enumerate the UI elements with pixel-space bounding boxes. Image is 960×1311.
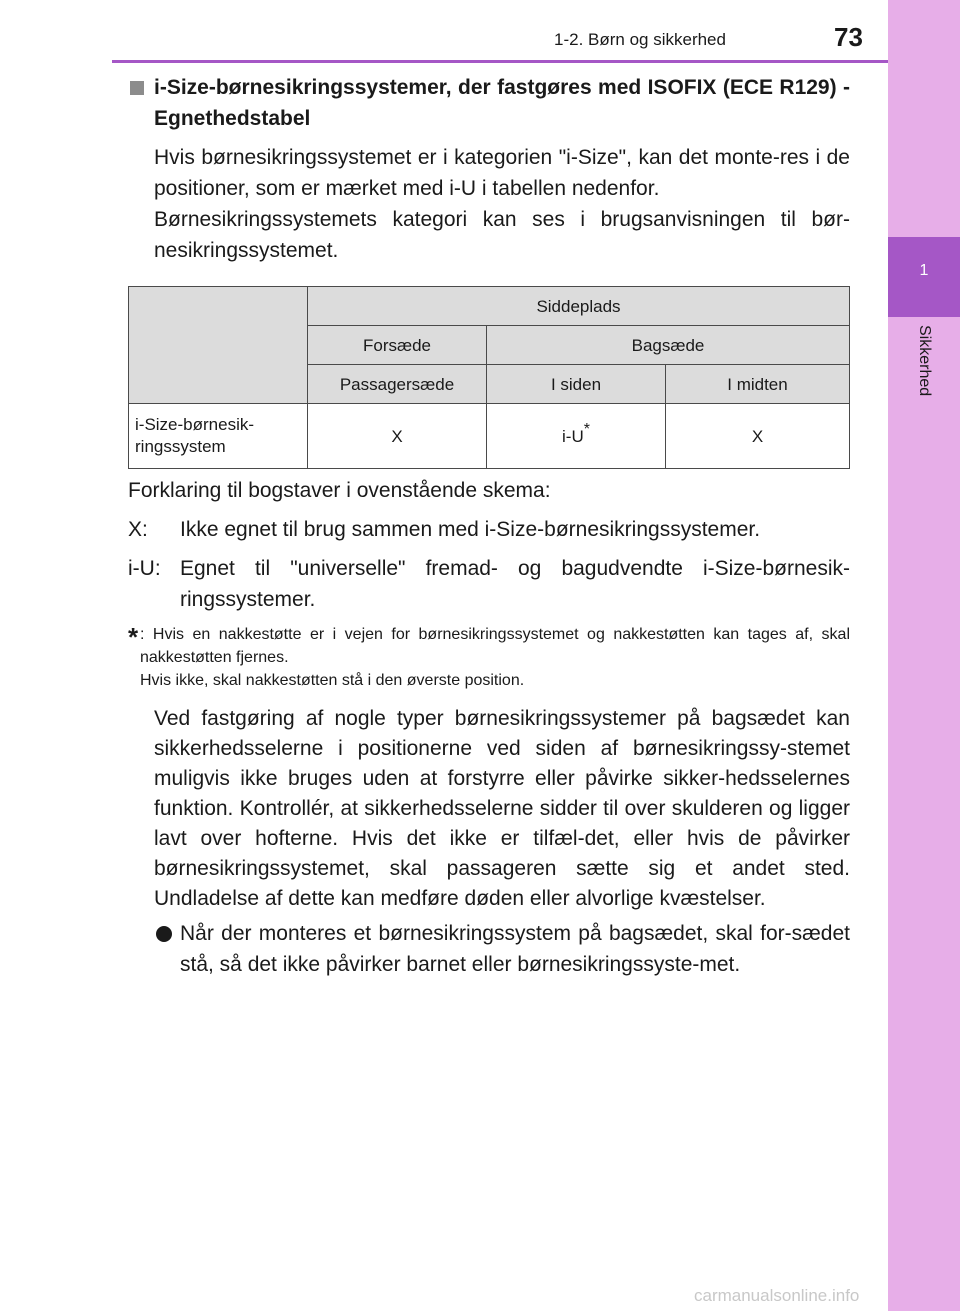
legend-item <box>128 514 850 545</box>
intro-paragraph: Børnesikringssystemets kategori kan ses i brugsanvisningen til bør-nesikringssystemet. <box>154 208 850 262</box>
legend-key: i-U: <box>128 557 161 580</box>
footnote-star: * <box>583 420 590 438</box>
legend-text: Egnet til "universelle" fremad- og bagudvendte i-Size-børnesik-ringssystemer. <box>180 557 850 611</box>
footnote-marker: * <box>128 622 139 652</box>
legend-intro: Forklaring til bogstaver i ovenstående skema: <box>128 479 551 502</box>
cell-side <box>487 404 666 469</box>
bullet-item <box>128 918 850 980</box>
chapter-name: Sikkerhed <box>916 325 933 397</box>
header-passenger-seat: Passagersæde <box>308 365 487 404</box>
suitability-table <box>128 286 850 469</box>
page-content <box>128 72 850 980</box>
warning-paragraph: Ved fastgøring af nogle typer børnesikringssystemer på bagsædet kan sikkerhedsselerne i positionerne ved siden af børnesikringssy-stemet muligvis ikke bruges uden at forstyrre eller påvirke sikker-hedsselernes funktion. Kontrollér, at sikkerhedsselerne sidder til over skulderen og ligger lavt over hofterne. Hvis det ikke er tilfæl-det, eller hvis de påvirker børnesikringssystemet, skal passageren sætte sig et andet sted. Undladelse af dette kan medføre døden eller alvorlige kvæstelser. <box>154 707 850 910</box>
square-bullet-icon <box>130 81 144 95</box>
legend-item <box>128 553 850 615</box>
footnote <box>128 623 850 692</box>
table-row <box>129 404 850 469</box>
header-middle: I midten <box>666 365 850 404</box>
cell-side-value: i-U <box>562 426 584 446</box>
watermark: carmanualsonline.info <box>694 1286 860 1305</box>
header-rear-seat: Bagsæde <box>487 326 850 365</box>
cell-passenger: X <box>308 404 487 469</box>
footnote-line: : Hvis en nakkestøtte er i vejen for børnesikringssystemet og nakkestøtten kan tages af, skal nakkestøtten fjernes. <box>140 626 850 666</box>
table-header-row <box>129 287 850 326</box>
header-front-seat: Forsæde <box>308 326 487 365</box>
chapter-side-tab <box>888 0 960 1311</box>
cell-middle: X <box>666 404 850 469</box>
footnote-line: Hvis ikke, skal nakkestøtten stå i den øverste position. <box>140 672 525 689</box>
section-heading <box>128 72 850 134</box>
section-title: 1-2. Børn og sikkerhed <box>554 30 726 49</box>
bullet-text: Når der monteres et børnesikringssystem på bagsædet, skal for-sædet stå, så det ikke påvirker barnet eller børnesikringssyste-met. <box>180 922 850 976</box>
heading-text: i-Size-børnesikringssystemer, der fastgøres med ISOFIX (ECE R129) - Egnethedstabel <box>154 76 850 130</box>
legend-text: Ikke egnet til brug sammen med i-Size-børnesikringssystemer. <box>180 518 761 541</box>
legend-key: X: <box>128 518 148 541</box>
row-label: i-Size-børnesik-ringssystem <box>129 404 308 469</box>
header-rule <box>112 60 888 63</box>
header-seat-position: Siddeplads <box>308 287 850 326</box>
page-number: 73 <box>834 22 863 52</box>
round-bullet-icon <box>154 918 180 980</box>
intro-paragraph: Hvis børnesikringssystemet er i kategorien "i-Size", kan det monte-res i de positioner, som er mærket med i-U i tabellen nedenfor. <box>154 146 850 200</box>
header-side: I siden <box>487 365 666 404</box>
chapter-number: 1 <box>919 262 929 279</box>
table-corner-cell <box>129 287 308 404</box>
